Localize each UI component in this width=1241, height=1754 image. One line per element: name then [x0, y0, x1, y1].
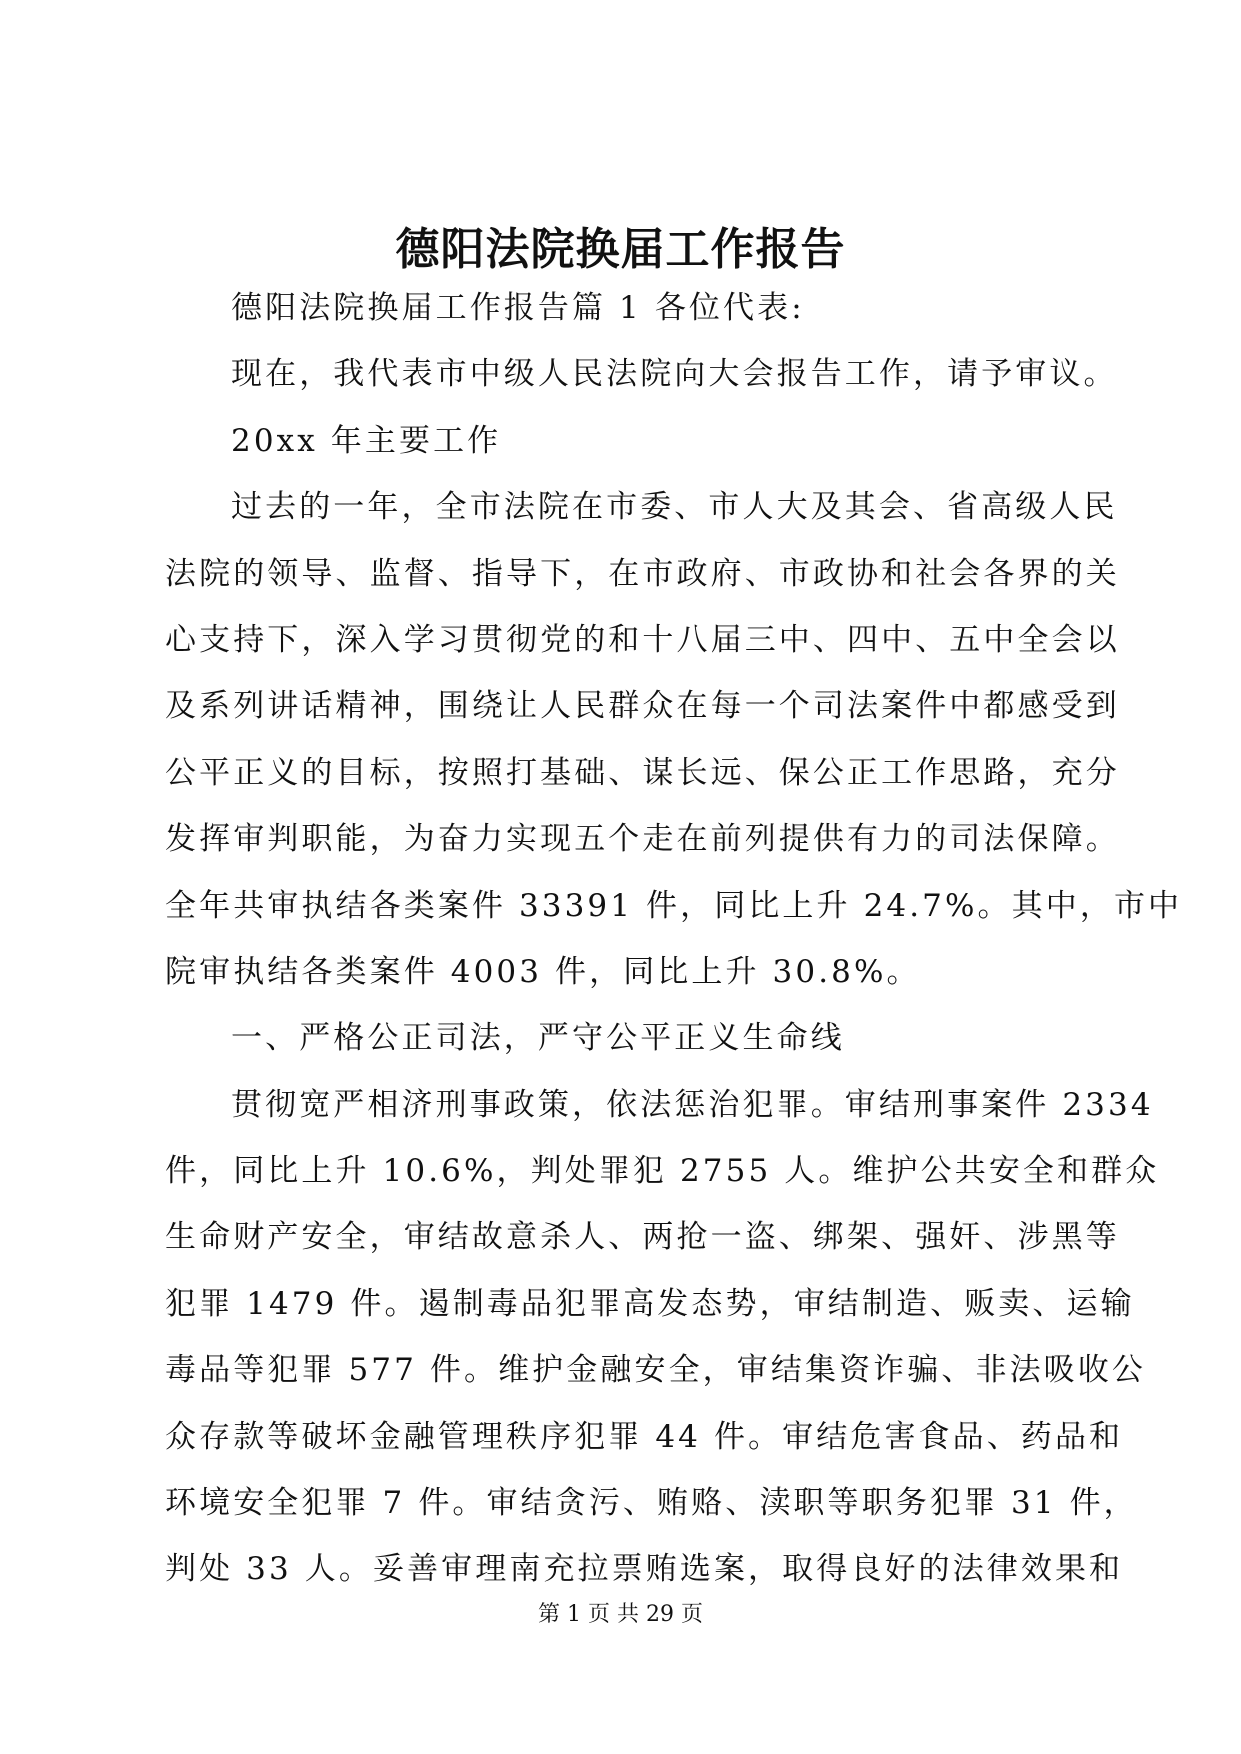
section-heading: 一、严格公正司法，严守公平正义生命线	[231, 1020, 845, 1057]
document-title: 德阳法院换届工作报告	[395, 224, 846, 275]
paragraph-line: 及系列讲话精神，围绕让人民群众在每一个司法案件中都感受到	[165, 688, 1120, 725]
paragraph-line: 件，同比上升 10.6%，判处罪犯 2755 人。维护公共安全和群众	[165, 1153, 1160, 1190]
paragraph-line: 生命财产安全，审结故意杀人、两抢一盗、绑架、强奸、涉黑等	[165, 1219, 1120, 1256]
paragraph-line: 过去的一年，全市法院在市委、市人大及其会、省高级人民	[231, 489, 1118, 526]
paragraph-line: 公平正义的目标，按照打基础、谋长远、保公正工作思路，充分	[165, 754, 1120, 791]
paragraph-line: 毒品等犯罪 577 件。维护金融安全，审结集资诈骗、非法吸收公	[165, 1352, 1146, 1389]
paragraph-line: 心支持下，深入学习贯彻党的和十八届三中、四中、五中全会以	[165, 621, 1120, 658]
paragraph-line: 贯彻宽严相济刑事政策，依法惩治犯罪。审结刑事案件 2334	[231, 1086, 1154, 1123]
paragraph-line: 发挥审判职能，为奋力实现五个走在前列提供有力的司法保障。	[165, 821, 1120, 858]
paragraph-line: 全年共审执结各类案件 33391 件，同比上升 24.7%。其中，市中	[165, 887, 1183, 924]
document-body	[165, 275, 1183, 1603]
paragraph-line: 犯罪 1479 件。遏制毒品犯罪高发态势，审结制造、贩卖、运输	[165, 1285, 1135, 1322]
paragraph-line: 众存款等破坏金融管理秩序犯罪 44 件。审结危害食品、药品和	[165, 1418, 1124, 1455]
section-heading: 20xx 年主要工作	[231, 422, 502, 459]
paragraph-line: 德阳法院换届工作报告篇 1 各位代表:	[231, 290, 805, 326]
paragraph-line: 环境安全犯罪 7 件。审结贪污、贿赂、渎职等职务犯罪 31 件，	[165, 1485, 1138, 1522]
paragraph-line: 院审执结各类案件 4003 件，同比上升 30.8%。	[165, 953, 921, 990]
page-number: 第 1 页 共 29 页	[538, 1602, 703, 1627]
paragraph-line: 法院的领导、监督、指导下，在市政府、市政协和社会各界的关	[165, 555, 1120, 592]
paragraph-line: 现在，我代表市中级人民法院向大会报告工作，请予审议。	[231, 356, 1118, 393]
paragraph-line: 判处 33 人。妥善审理南充拉票贿选案，取得良好的法律效果和	[165, 1551, 1124, 1588]
